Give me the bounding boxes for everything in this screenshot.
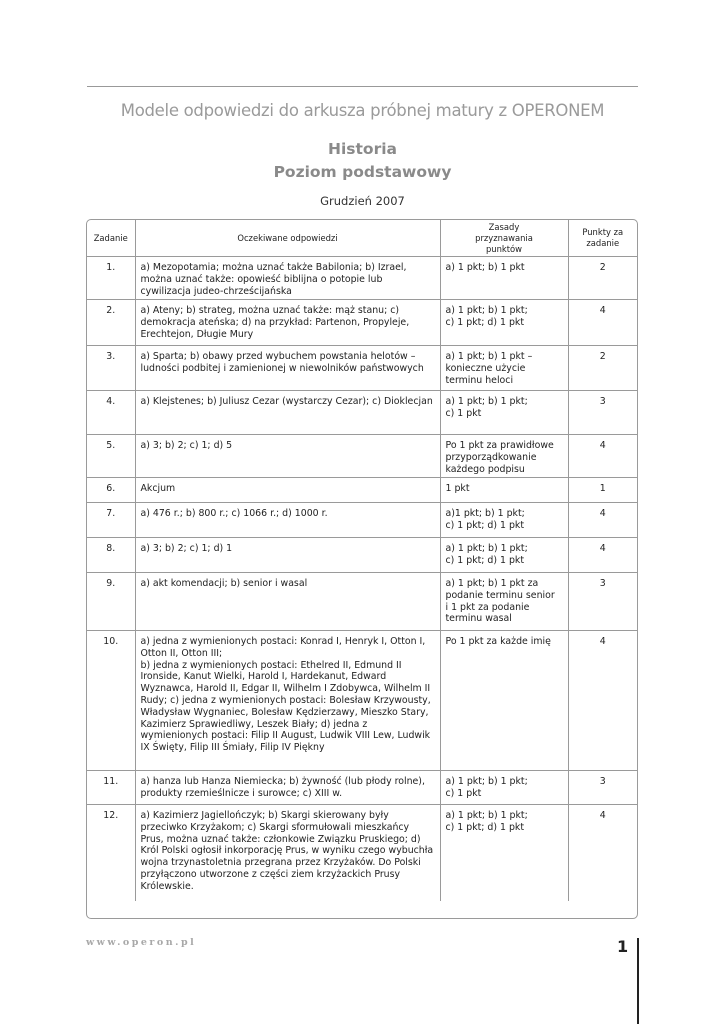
task-number: 2.: [87, 300, 135, 346]
column-header-answers: Oczekiwane odpowiedzi: [135, 220, 440, 257]
task-number: 8.: [87, 538, 135, 573]
expected-answer: Akcjum: [135, 478, 440, 503]
page-edge-bar: [637, 938, 639, 1024]
subject-title: Historia: [328, 140, 397, 158]
expected-answer: a) 476 r.; b) 800 r.; c) 1066 r.; d) 1000 r.: [135, 503, 440, 538]
task-points: 4: [568, 435, 637, 478]
task-points: 4: [568, 631, 637, 771]
task-number: 6.: [87, 478, 135, 503]
scoring-rule: a) 1 pkt; b) 1 pkt: [440, 257, 568, 300]
task-number: 12.: [87, 805, 135, 901]
scoring-rule: a) 1 pkt; b) 1 pkt; c) 1 pkt: [440, 771, 568, 805]
expected-answer: a) Ateny; b) strateg, można uznać także: mąż stanu; c) demokracja ateńska; d) na przykład: Partenon, Propyleje, Erechtejon, Długie Mury: [135, 300, 440, 346]
scoring-rule: a) 1 pkt; b) 1 pkt – konieczne użycie terminu heloci: [440, 346, 568, 391]
scoring-rule: Po 1 pkt za prawidłowe przyporządkowanie każdego podpisu: [440, 435, 568, 478]
task-number: 7.: [87, 503, 135, 538]
table-row: [87, 771, 637, 805]
column-header-task: Zadanie: [87, 220, 135, 257]
task-points: 3: [568, 771, 637, 805]
expected-answer: a) 3; b) 2; c) 1; d) 1: [135, 538, 440, 573]
header-rule: [87, 86, 638, 87]
expected-answer: a) 3; b) 2; c) 1; d) 5: [135, 435, 440, 478]
task-points: 4: [568, 503, 637, 538]
task-number: 5.: [87, 435, 135, 478]
scoring-rule: a) 1 pkt; b) 1 pkt; c) 1 pkt: [440, 391, 568, 435]
task-points: 2: [568, 257, 637, 300]
table-row: [87, 257, 637, 300]
expected-answer: a) Mezopotamia; można uznać także Babilonia; b) Izrael, można uznać także: opowieść biblijna o potopie lub cywilizacja judeo-chrześcijańska: [135, 257, 440, 300]
answer-key-table: [86, 219, 638, 919]
expected-answer: a) Sparta; b) obawy przed wybuchem powstania helotów – ludności podbitej i zamienionej w niewolników państwowych: [135, 346, 440, 391]
task-number: 3.: [87, 346, 135, 391]
expected-answer: a) Kazimierz Jagiellończyk; b) Skargi skierowany były przeciwko Krzyżakom; c) Skargi sformułowali mieszkańcy Prus, można uznać także: członkowie Związku Pruskiego; d) Król Polski ogłosił inkorporację Prus, w wyniku czego wybuchła wojna trzynastoletnia przegrana przez Krzyżaków. Do Polski przyłączono utworzone z części ziem krzyżackich Prusy Królewskie.: [135, 805, 440, 901]
expected-answer: a) jedna z wymienionych postaci: Konrad I, Henryk I, Otton I, Otton II, Otton III; b) jedna z wymienionych postaci: Ethelred II, Edmund II Ironside, Kanut Wielki, Harold I, Hardekanut, Edward Wyznawca, Harold II, Edgar II, Wilhelm I Zdobywca, Wilhelm II Rudy; c) jedna z wymienionych postaci: Bolesław Krzywousty, Władysław Wygnaniec, Bolesław Kędzierzawy, Mieszko Stary, Kazimierz Sprawiedliwy, Leszek Biały; d) jedna z wymienionych postaci: Filip II August, Ludwik VIII Lew, Ludwik IX Święty, Filip III Śmiały, Filip IV Piękny: [135, 631, 440, 771]
table-header-row: [87, 220, 637, 257]
table-row: [87, 300, 637, 346]
task-points: 4: [568, 538, 637, 573]
scoring-rule: Po 1 pkt za każde imię: [440, 631, 568, 771]
table-row: [87, 573, 637, 631]
table-row: [87, 391, 637, 435]
expected-answer: a) hanza lub Hanza Niemiecka; b) żywność (lub płody rolne), produkty rzemieślnicze i surowce; c) XIII w.: [135, 771, 440, 805]
level-title: Poziom podstawowy: [273, 163, 452, 181]
scoring-rule: a) 1 pkt; b) 1 pkt; c) 1 pkt; d) 1 pkt: [440, 805, 568, 901]
table-row: [87, 538, 637, 573]
task-number: 11.: [87, 771, 135, 805]
scoring-rule: a)1 pkt; b) 1 pkt; c) 1 pkt; d) 1 pkt: [440, 503, 568, 538]
column-header-points: Punkty za zadanie: [568, 220, 637, 257]
task-points: 3: [568, 573, 637, 631]
scoring-rule: a) 1 pkt; b) 1 pkt za podanie terminu senior i 1 pkt za podanie terminu wasal: [440, 573, 568, 631]
task-number: 10.: [87, 631, 135, 771]
footer-website: www.operon.pl: [86, 937, 197, 948]
table-row: [87, 346, 637, 391]
column-header-rules: Zasady przyznawania punktów: [440, 220, 568, 257]
expected-answer: a) akt komendacji; b) senior i wasal: [135, 573, 440, 631]
task-number: 1.: [87, 257, 135, 300]
task-points: 4: [568, 300, 637, 346]
task-points: 3: [568, 391, 637, 435]
scoring-rule: a) 1 pkt; b) 1 pkt; c) 1 pkt; d) 1 pkt: [440, 300, 568, 346]
table-row: [87, 503, 637, 538]
expected-answer: a) Klejstenes; b) Juliusz Cezar (wystarczy Cezar); c) Dioklecjan: [135, 391, 440, 435]
table-row: [87, 435, 637, 478]
task-number: 4.: [87, 391, 135, 435]
page-number: 1: [617, 937, 629, 956]
page-header-title: Modele odpowiedzi do arkusza próbnej matury z OPERONEM: [120, 101, 605, 120]
date-label: Grudzień 2007: [320, 194, 405, 208]
table-row: [87, 805, 637, 901]
task-points: 4: [599, 810, 606, 821]
scoring-rule: 1 pkt: [440, 478, 568, 503]
task-points: 1: [568, 478, 637, 503]
scoring-rule: a) 1 pkt; b) 1 pkt; c) 1 pkt; d) 1 pkt: [440, 538, 568, 573]
table-row: [87, 631, 637, 771]
table-row: [87, 478, 637, 503]
task-number: 9.: [87, 573, 135, 631]
task-points: 2: [568, 346, 637, 391]
